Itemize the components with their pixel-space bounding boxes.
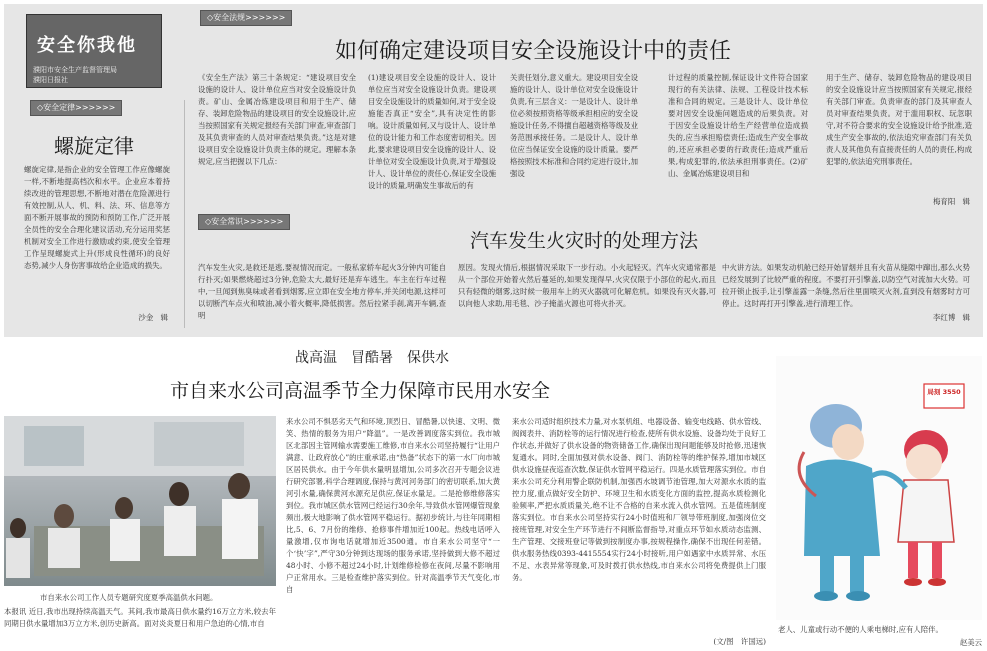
section-tag-common-sense: ◇安全常识>>>>>> [198, 214, 290, 230]
water-col-1: 本报讯 近日,我市出现持续高温天气。其间,我市最高日供水量约16万立方米,较去年同期日供水量增加3万立方米,创历史新高。面对炎炎夏日和用户急迫的心情,市自 [4, 607, 276, 628]
law-col-4: 计过程的质量控制,保证设计文件符合国家现行的有关法律、法规、工程设计技术标准和合同的规定。三是设计人、设计单位要对因安全设施问题造成的后果负责。对于因安全设施设计给生产经营单位造成损失的,应当承担赔偿责任;造成生产安全事故的,还应承担必要的行政责任;造成严重后果,构成犯罪的,依法承担刑事责任。(2)矿山、金属冶炼建设项目和 [668, 73, 808, 178]
spiral-law-body: 螺旋定律,是指企业的安全管理工作应像螺旋一样,不断地提高档次和水平。企业应本着持续改进的管理思想,不断地对潜在危险源进行有效控制,从人、机、料、法、环、信息等方面不断开展事故的预防和预防工作,广泛开展全员性的安全合理化建议活动,充分运用奖惩机制对安全工作进行激励或约束,使安全管理工作呈现螺旋式上升(形成良性循环)的良好态势,减少人身伤害事故给企业造成的损失。 [24, 165, 170, 270]
water-col-2: 来水公司不惧恶劣天气和环境,顶烈日、冒酷暑,以快速、文明、微笑、热情的服务为用户“降温”。一是改善调度落实到位。我市城区北部因主管网输水需要施工维修,市自来水公司坚持履行“让用户满意、让政府放心”的庄重承诺,由“热备”状态下的第一水厂向市城区居民供水。由于今年供水量明显增加,公司多次召开专题会议进行研究部署,科学合理调度,保持与黄河河务部门的密切联系,加大黄河引水量,确保黄河水源充足供应,保证水量足。二是抢修维修落实到位。我市城区供水管网已经运行30余年,导致供水管网爆管现象频出,极大地影响了供水管网平稳运行。据初步统计,与往年同期相比,5、6、7月份的维修、抢修事件增加近100起。热线电话呼入量激增,仅市询电话就增加近3500通。市自来水公司坚守“一个‘快’字”,严守30分钟到达现场的服务承诺,坚持做到大修不超过48小时、小修不超过24小时,计划维修检修在夜间,尽量不影响用户正常用水。三是检查维护落实到位。针对高温季节天气变化,市自 [286, 417, 500, 594]
article-title-spiral-law: 螺旋定律 [54, 134, 134, 158]
water-signature: (文/图 许国远) [713, 637, 766, 646]
cartoon-sign-text: 局刻 3550 [927, 388, 961, 396]
article-title-water-supply: 市自来水公司高温季节全力保障市民用水安全 [170, 380, 551, 402]
section-tag-law: ◇安全法规>>>>>> [200, 10, 292, 26]
car-fire-col-3: 中火讲方法。如果发动机舱已经开始冒烟并且有火苗从缝隙中蹿出,那么火势已经发展到了比较严重的程度。不要打开引擎盖,以防空气对流加大火势。可拉开锁止扳手,让引擎盖露一条缝,然后往里面喷灭火剂,直到没有烟雾时方可停止。这时再打开引擎盖,进行清理工作。 [722, 263, 970, 308]
law-signature: 梅育阳 辑 [933, 197, 970, 206]
photo-caption: 市自来水公司工作人员专题研究度夏季高温供水问题。 [40, 593, 218, 602]
article-kicker: 战高温 冒酷暑 保供水 [295, 350, 449, 366]
law-col-5: 用于生产、储存、装卸危险物品的建设项目的安全设施设计应当按照国家有关规定,报经有关部门审查。负责审查的部门及其审查人员对审查结果负责。对于滥用职权、玩忽职守,对不符合要求的安全设施设计给予批准,造成生产安全事故的,依法追究审查部门有关负责人及其他负有直接责任的人员的责任,构成犯罪的,依法追究刑事责任。 [826, 73, 972, 166]
cartoon-caption: 老人、儿童或行动不便的人乘电梯时,应有人陪伴。 [778, 625, 943, 634]
article-title-design-responsibility: 如何确定建设项目安全设施设计中的责任 [335, 39, 732, 64]
logo-org2: 濮阳日报社 [33, 76, 68, 84]
law-col-1: 《安全生产法》第三十条规定：“建设项目安全设施的设计人、设计单位应当对安全设施设计负责。矿山、金属冶炼建设项目和用于生产、储存、装卸危险物品的建设项目的安全设施设计,应当按照国家有关规定报经有关部门审查,审查部门及其负责审查的人员对审查结果负责。”这是对建设项目安全设施设计负责主体的规定。理解本条规定,应当把握以下几点： [198, 73, 356, 166]
cartoon-signature: 赵美云 [959, 638, 982, 647]
section-tag-law-theory: ◇安全定律>>>>>> [30, 100, 122, 116]
car-fire-col-2: 原因。发现火情后,根据情况采取下一步行动。小火起轻灭。汽车火灾通常都是从一个部位开始着火然后蔓延的,如果发现得早,火灾仅限于小部位的起火,而且只有轻微的烟雾,这时候一般用车上的灭火器就可化解危机。如果没有灭火器,可以向他人求助,用毛毯、沙子掩盖火源也可将火扑灭。 [458, 263, 716, 308]
meeting-photo [4, 416, 276, 586]
elevator-cartoon [776, 356, 982, 620]
water-col-3: 来水公司适时组织技术力量,对水泵机组、电器设备、输变电线路、供水管线、阀阀表井、消防栓等的运行情况进行检查,使所有供水设施、设备均处于良好工作状态,并做好了供水设备的物资储备工作,确保出现问题能够及时抢修,迅速恢复通水。同时,全面加强对供水设备、阀门、消防栓等的维护保养,增加市城区供水设施昼夜巡查次数,保证供水管网平稳运行。四是水质管理落实到位。市自来水公司充分利用警企联防机制,加强西水坡调节池管理,加大对源水水质的监控力度,重点做好安全防护、环境卫生和水质变化方面的监控,提高水质检测化验频率,严把水质质量关,绝不让不合格的自来水流入供水管网。五是值班制度落实到位。市自来水公司坚持实行24小时值班和厂领导带班制度,加强岗位交接班管理,对安全生产环节进行不间断监督指导,对重点环节如水质动态监测、生产管理、交接班登记等做到按制度办事,按规程操作,确保不出现任何差错。供水服务热线0393-4415554实行24小时接听,用户如遇家中水质异常、水压不足、水表异常等现象,可及时拨打供水热线,市自来水公司将免费提供上门服务。 [512, 417, 766, 582]
law-col-2: (1)建设项目安全设施的设计人、设计单位应当对安全设施设计负责。建设项目安全设施设计的质量如何,对于安全设施能否真正“安全”,具有决定性的影响。设计质量如何,又与设计人、设计单位的设计能力和工作态度密切相关。因此,要求建设项目安全设施的设计人、设计单位对安全设施设计负责,对于增强设计人、设计单位的责任心,保证安全设施设计的质量,明确发生事故后的有 [368, 73, 496, 190]
logo-title: 安全你我他 [37, 35, 137, 56]
car-fire-col-1: 汽车发生火灾,是救还是逃,要视情况而定。一般私家轿车起火3分钟内可能自行扑灭;如果燃烧超过3分钟,危险太大,最好还是弃车逃生。车主在行车过程中,一旦闻到焦臭味或者看到烟雾,应立即在安全地方停车,并关闭电源,这样可以切断汽车点火和喷油,减小着火概率,降低损害。然后拉紧手刹,离开车辆,查明 [198, 263, 446, 320]
car-fire-signature: 李红博 辑 [933, 313, 970, 322]
spiral-law-signature: 沙金 辑 [138, 313, 168, 322]
column-logo [26, 14, 162, 88]
logo-org: 濮阳市安全生产监督管理局 [33, 66, 117, 74]
law-col-3: 关责任划分,意义重大。建设项目安全设施的设计人、设计单位对安全设施设计负责,有三层含义：一是设计人、设计单位必须按照资格等级承担相应的安全设施设计任务,不得擅自超越资格等级及业务范围承接任务。二是设计人、设计单位应当保证安全设施的设计质量。要严格按照技术标准和合同约定进行设计,加强设 [510, 73, 638, 178]
column-divider [184, 100, 185, 328]
meeting-photo-drawing [4, 416, 276, 586]
article-title-car-fire: 汽车发生火灾时的处理方法 [470, 230, 699, 252]
